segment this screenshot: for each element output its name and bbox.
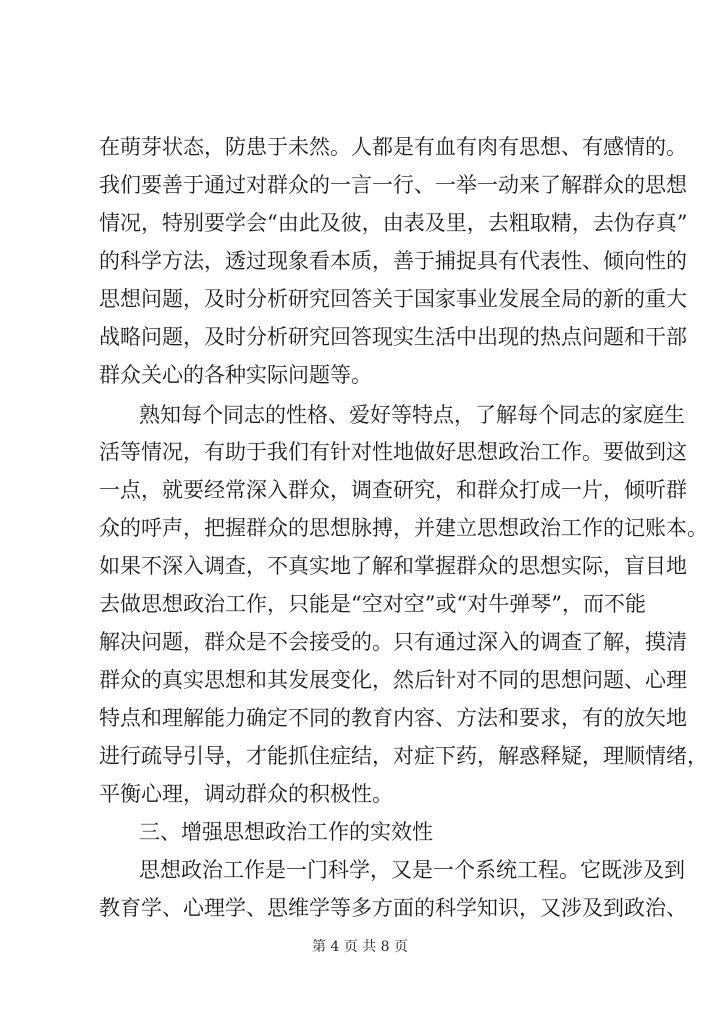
text-line: 平衡心理，调动群众的积极性。 bbox=[99, 782, 393, 806]
text-line: 在萌芽状态，防患于未然。人都是有血有肉有思想、有感情的。 bbox=[99, 135, 687, 159]
text-line: 一点，就要经常深入群众，调查研究，和群众打成一片，倾听群 bbox=[99, 478, 687, 502]
text-line: 思想问题，及时分析研究回答关于国家事业发展全局的新的重大 bbox=[99, 287, 687, 311]
paragraph-start: 熟知每个同志的性格、爱好等特点，了解每个同志的家庭生 bbox=[139, 403, 685, 427]
text-line: 情况，特别要学会“由此及彼，由表及里，去粗取精，去伪存真” bbox=[99, 211, 688, 235]
text-line: 教育学、心理学、思维学等多方面的科学知识，又涉及到政治、 bbox=[99, 896, 687, 920]
text-line: 特点和理解能力确定不同的教育内容、方法和要求，有的放矢地 bbox=[99, 706, 687, 730]
text-line: 众的呼声，把握群众的思想脉搏，并建立思想政治工作的记账本。 bbox=[99, 516, 708, 540]
section-heading: 三、增强思想政治工作的实效性 bbox=[139, 820, 433, 844]
text-line: 进行疏导引导，才能抓住症结，对症下药，解惑释疑，理顺情绪， bbox=[99, 744, 708, 768]
paragraph-start: 思想政治工作是一门科学，又是一个系统工程。它既涉及到 bbox=[139, 858, 685, 882]
text-line: 如果不深入调查，不真实地了解和掌握群众的思想实际，盲目地 bbox=[99, 554, 687, 578]
text-line: 我们要善于通过对群众的一言一行、一举一动来了解群众的思想 bbox=[99, 173, 687, 197]
text-line: 战略问题，及时分析研究回答现实生活中出现的热点问题和干部 bbox=[99, 325, 687, 349]
text-line: 解决问题，群众是不会接受的。只有通过深入的调查了解，摸清 bbox=[99, 630, 687, 654]
text-line: 的科学方法，透过现象看本质，善于捕捉具有代表性、倾向性的 bbox=[99, 249, 687, 273]
page-footer: 第 4 页 共 8 页 bbox=[311, 939, 409, 955]
text-line: 去做思想政治工作，只能是“空对空”或“对牛弹琴”，而不能 bbox=[99, 592, 646, 616]
text-line: 群众关心的各种实际问题等。 bbox=[99, 363, 372, 387]
text-line: 群众的真实思想和其发展变化，然后针对不同的思想问题、心理 bbox=[99, 668, 687, 692]
text-line: 活等情况，有助于我们有针对性地做好思想政治工作。要做到这 bbox=[99, 440, 687, 464]
